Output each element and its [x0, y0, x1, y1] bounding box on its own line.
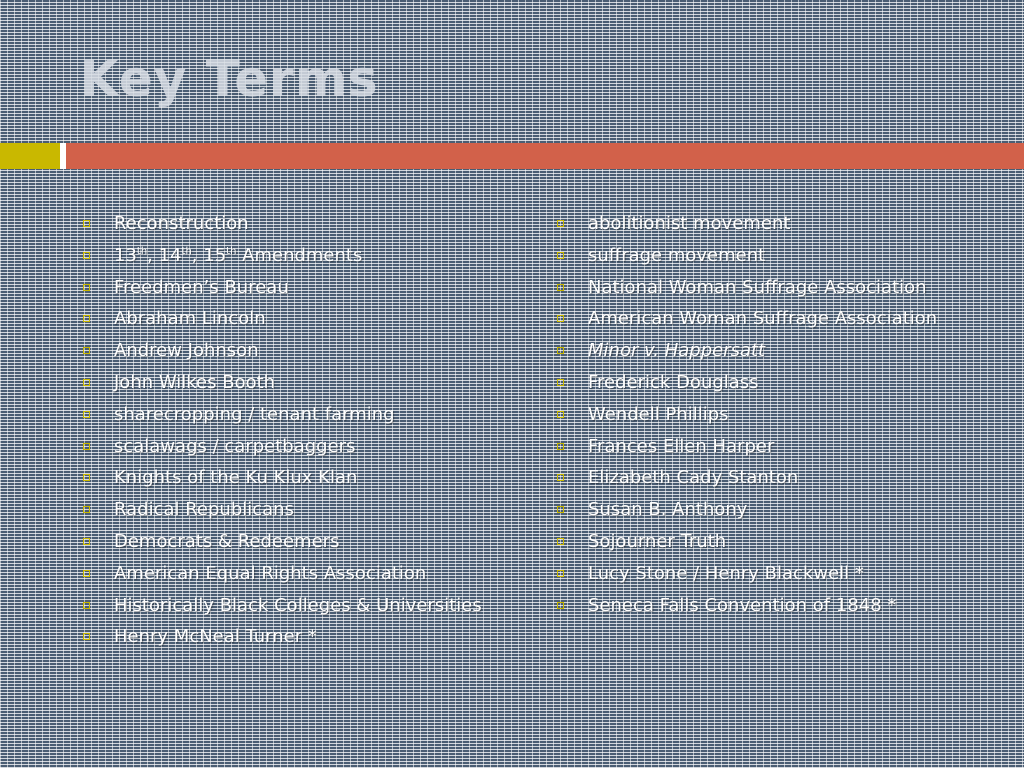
square-bullet-icon	[83, 570, 90, 577]
list-item: scalawags / carpetbaggers	[78, 431, 482, 463]
square-bullet-icon	[557, 602, 564, 609]
left-term-column	[78, 208, 482, 653]
list-item: Andrew Johnson	[78, 335, 482, 367]
square-bullet-icon	[83, 474, 90, 481]
list-item: Frances Ellen Harper	[552, 431, 937, 463]
list-item: Minor v. Happersatt	[552, 335, 937, 367]
square-bullet-icon	[557, 474, 564, 481]
square-bullet-icon	[557, 443, 564, 450]
square-bullet-icon	[557, 220, 564, 227]
square-bullet-icon	[83, 538, 90, 545]
square-bullet-icon	[83, 379, 90, 386]
list-item: Wendell Phillips	[552, 399, 937, 431]
square-bullet-icon	[557, 570, 564, 577]
square-bullet-icon	[557, 506, 564, 513]
list-item: Elizabeth Cady Stanton	[552, 462, 937, 494]
square-bullet-icon	[83, 633, 90, 640]
right-term-list	[552, 208, 937, 621]
square-bullet-icon	[557, 252, 564, 259]
list-item: National Woman Suffrage Association	[552, 272, 937, 304]
square-bullet-icon	[557, 315, 564, 322]
list-item: Susan B. Anthony	[552, 494, 937, 526]
square-bullet-icon	[83, 411, 90, 418]
list-item: American Woman Suffrage Association	[552, 303, 937, 335]
list-item: Henry McNeal Turner *	[78, 621, 482, 653]
list-item: Radical Republicans	[78, 494, 482, 526]
list-item: suffrage movement	[552, 240, 937, 272]
list-item: Democrats & Redeemers	[78, 526, 482, 558]
list-item: American Equal Rights Association	[78, 558, 482, 590]
left-term-list	[78, 208, 482, 653]
list-item: abolitionist movement	[552, 208, 937, 240]
square-bullet-icon	[83, 347, 90, 354]
accent-bar-gold	[0, 143, 60, 169]
square-bullet-icon	[557, 538, 564, 545]
square-bullet-icon	[83, 506, 90, 513]
list-item: John Wilkes Booth	[78, 367, 482, 399]
list-item: Lucy Stone / Henry Blackwell *	[552, 558, 937, 590]
square-bullet-icon	[557, 379, 564, 386]
accent-bar-red	[66, 143, 1024, 169]
list-item: Freedmen’s Bureau	[78, 272, 482, 304]
slide-title: Key Terms	[80, 50, 379, 108]
square-bullet-icon	[83, 602, 90, 609]
square-bullet-icon	[83, 315, 90, 322]
list-item: Reconstruction	[78, 208, 482, 240]
square-bullet-icon	[557, 347, 564, 354]
square-bullet-icon	[557, 284, 564, 291]
square-bullet-icon	[83, 220, 90, 227]
list-item: Seneca Falls Convention of 1848 *	[552, 590, 937, 622]
list-item: Sojourner Truth	[552, 526, 937, 558]
square-bullet-icon	[83, 252, 90, 259]
list-item: 13th, 14th, 15th Amendments	[78, 240, 482, 272]
list-item: sharecropping / tenant farming	[78, 399, 482, 431]
right-term-column	[552, 208, 937, 621]
square-bullet-icon	[557, 411, 564, 418]
square-bullet-icon	[83, 443, 90, 450]
list-item: Historically Black Colleges & Universities	[78, 590, 482, 622]
square-bullet-icon	[83, 284, 90, 291]
list-item: Abraham Lincoln	[78, 303, 482, 335]
list-item: Knights of the Ku Klux Klan	[78, 462, 482, 494]
list-item: Frederick Douglass	[552, 367, 937, 399]
